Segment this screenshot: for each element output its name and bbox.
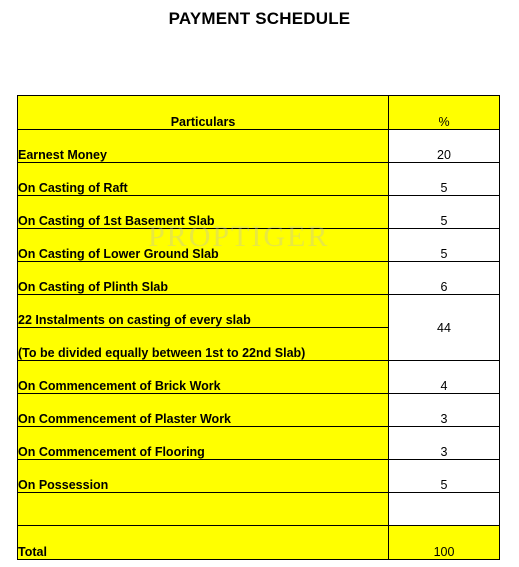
row-label: On Casting of Raft bbox=[18, 163, 389, 196]
page-title: PAYMENT SCHEDULE bbox=[168, 9, 351, 28]
row-value: 4 bbox=[389, 361, 500, 394]
row-value: 3 bbox=[389, 427, 500, 460]
row-label: Earnest Money bbox=[18, 130, 389, 163]
table-row bbox=[18, 361, 500, 394]
table-row bbox=[18, 130, 500, 163]
table-row bbox=[18, 295, 500, 328]
table-row bbox=[18, 427, 500, 460]
table-header-row bbox=[18, 96, 500, 130]
table-row bbox=[18, 262, 500, 295]
row-value: 5 bbox=[389, 163, 500, 196]
row-label: On Casting of Plinth Slab bbox=[18, 262, 389, 295]
row-label bbox=[18, 493, 389, 526]
row-label: On Commencement of Plaster Work bbox=[18, 394, 389, 427]
row-label: On Commencement of Brick Work bbox=[18, 361, 389, 394]
header-percent: % bbox=[389, 96, 500, 130]
header-particulars: Particulars bbox=[18, 96, 389, 130]
table-row bbox=[18, 460, 500, 493]
row-value: 5 bbox=[389, 196, 500, 229]
row-value: 3 bbox=[389, 394, 500, 427]
row-label: On Casting of 1st Basement Slab bbox=[18, 196, 389, 229]
row-label: On Casting of Lower Ground Slab bbox=[18, 229, 389, 262]
row-value: 20 bbox=[389, 130, 500, 163]
table-row bbox=[18, 163, 500, 196]
row-label: 22 Instalments on casting of every slab bbox=[18, 295, 389, 328]
row-value bbox=[389, 493, 500, 526]
row-label: On Commencement of Flooring bbox=[18, 427, 389, 460]
row-value: 44 bbox=[389, 295, 500, 361]
table-row bbox=[18, 196, 500, 229]
table-row-empty bbox=[18, 493, 500, 526]
row-value: 6 bbox=[389, 262, 500, 295]
row-label: On Possession bbox=[18, 460, 389, 493]
payment-schedule-table bbox=[17, 95, 500, 560]
table-row bbox=[18, 394, 500, 427]
total-value: 100 bbox=[389, 526, 500, 560]
watermark-logo: PROPTIGER bbox=[148, 220, 330, 253]
table-row bbox=[18, 229, 500, 262]
total-row bbox=[18, 526, 500, 560]
row-value: 5 bbox=[389, 460, 500, 493]
row-value: 5 bbox=[389, 229, 500, 262]
total-label: Total bbox=[18, 526, 389, 560]
row-label-continued: (To be divided equally between 1st to 22nd Slab) bbox=[18, 328, 389, 361]
